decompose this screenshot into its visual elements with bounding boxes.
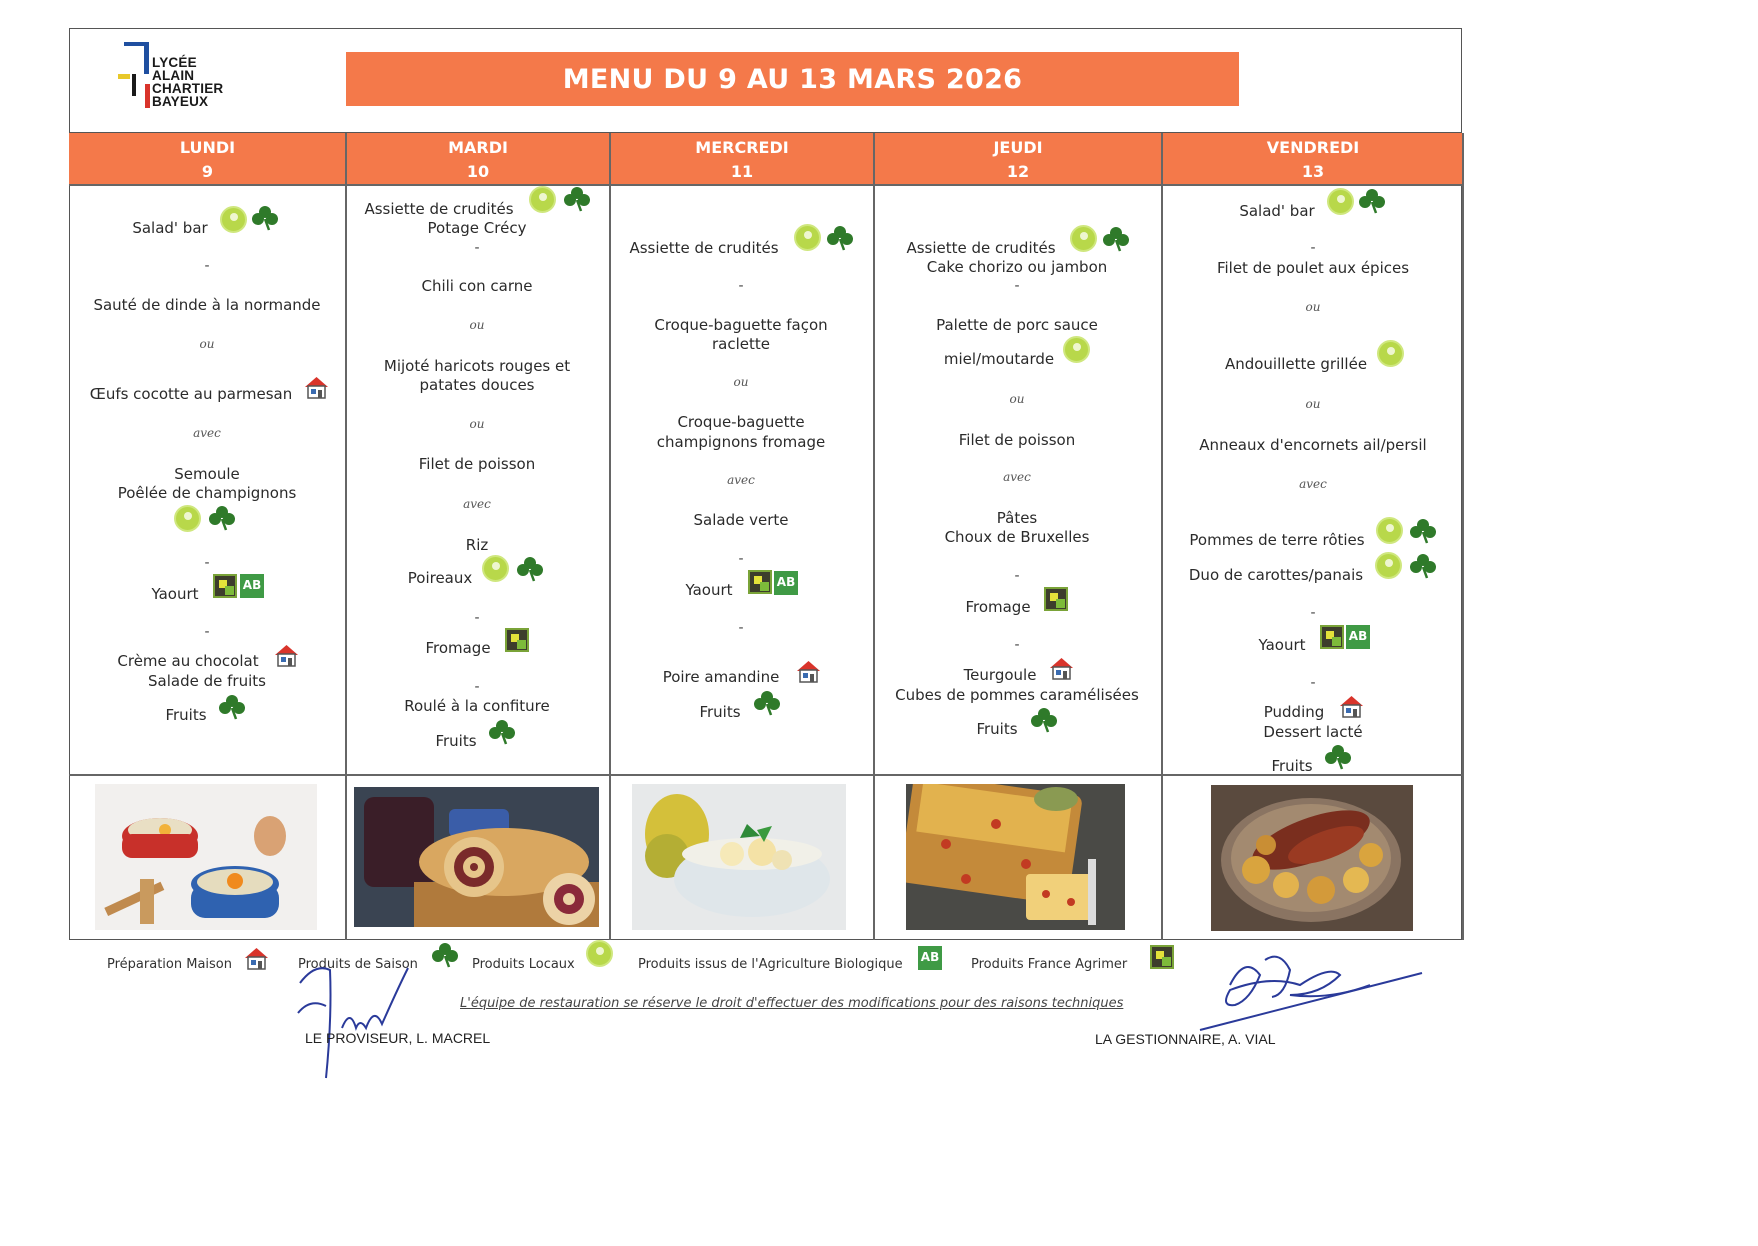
mardi-laitier: Fromage	[425, 639, 491, 657]
jeudi-laitier: Fromage	[965, 598, 1031, 616]
lundi-dessert-3: Fruits	[165, 706, 207, 724]
mercredi-plat-1a: Croque-baguette façon	[654, 316, 828, 334]
home-made-icon	[796, 660, 821, 683]
mardi-plat-2a: Mijoté haricots rouges et	[383, 357, 571, 375]
local-product-icon	[1063, 336, 1090, 363]
photo-poire-amandine	[632, 784, 846, 930]
local-product-icon	[1377, 340, 1404, 367]
signature-right-label: LA GESTIONNAIRE, A. VIAL	[1095, 1031, 1276, 1047]
vendredi-laitier: Yaourt	[1258, 636, 1306, 654]
row-divider	[69, 184, 1464, 186]
vendredi-accompagnement-2: Duo de carottes/panais	[1188, 566, 1364, 584]
separator-avec: avec	[727, 473, 755, 487]
separator-ou: ou	[469, 417, 485, 431]
vendredi-dessert-3: Fruits	[1271, 757, 1313, 775]
clover-icon	[208, 505, 236, 531]
jeudi-accompagnement-1: Pâtes	[996, 509, 1038, 527]
vendredi-plat-3: Anneaux d'encornets ail/persil	[1199, 436, 1427, 454]
signature-left-label: LE PROVISEUR, L. MACREL	[305, 1030, 491, 1046]
home-made-icon	[1049, 657, 1074, 680]
vendredi-accompagnement-1: Pommes de terre rôties	[1189, 531, 1365, 549]
lundi-dessert-2: Salade de fruits	[148, 672, 266, 690]
separator-dash: -	[204, 258, 210, 274]
legend-bio: Produits issus de l'Agriculture Biologique	[638, 957, 903, 972]
separator-avec: avec	[193, 426, 221, 440]
menu-title-banner	[346, 52, 1239, 106]
separator-dash: -	[1014, 568, 1020, 584]
separator-dash: -	[474, 610, 480, 626]
separator-ou: ou	[199, 337, 215, 351]
france-agrimer-icon	[213, 574, 237, 598]
clover-icon	[1324, 744, 1352, 770]
mercredi-plat-1b: raclette	[712, 335, 770, 353]
mardi-entree-1: Assiette de crudités	[364, 200, 514, 218]
logo-line-4: BAYEUX	[152, 94, 209, 109]
lundi-accompagnement-2: Poêlée de champignons	[117, 484, 297, 502]
clover-icon	[1409, 553, 1437, 579]
signature-proviseur	[290, 958, 420, 1083]
legend-locaux: Produits Locaux	[472, 957, 575, 972]
clover-icon	[516, 556, 544, 582]
column-divider	[1462, 133, 1464, 940]
clover-icon	[431, 942, 459, 968]
local-product-icon	[1327, 188, 1354, 215]
local-product-icon	[586, 940, 613, 967]
clover-icon	[251, 205, 279, 231]
separator-avec: avec	[463, 497, 491, 511]
separator-ou: ou	[469, 318, 485, 332]
mercredi-plat-2b: champignons fromage	[656, 433, 826, 451]
jeudi-dessert-1: Teurgoule	[963, 666, 1037, 684]
jeudi-plat-1b: miel/moutarde	[943, 350, 1055, 368]
mercredi-entree: Assiette de crudités	[629, 239, 779, 257]
separator-dash: -	[1310, 605, 1316, 621]
france-agrimer-icon	[505, 628, 529, 652]
day-header-jeudi: JEUDI 12	[993, 138, 1043, 181]
separator-dash: -	[738, 620, 744, 636]
france-agrimer-icon	[748, 570, 772, 594]
home-made-icon	[304, 376, 329, 399]
column-divider	[609, 133, 611, 940]
clover-icon	[1102, 226, 1130, 252]
photo-roule-confiture	[354, 787, 599, 927]
separator-dash: -	[204, 555, 210, 571]
day-header-mercredi: MERCREDI 11	[695, 138, 789, 181]
local-product-icon	[529, 186, 556, 213]
disclaimer-notice: L'équipe de restauration se réserve le droit d'effectuer des modifications pour des raisons techniques	[460, 996, 1124, 1011]
organic-ab-icon: AB	[918, 946, 942, 970]
column-divider	[345, 133, 347, 940]
mercredi-laitier: Yaourt	[685, 581, 733, 599]
organic-ab-icon: AB	[240, 574, 264, 598]
separator-ou: ou	[1305, 397, 1321, 411]
separator-ou: ou	[1305, 300, 1321, 314]
vendredi-dessert-1: Pudding	[1263, 703, 1325, 721]
legend-agrimer: Produits France Agrimer	[971, 957, 1128, 972]
row-divider	[69, 774, 1464, 776]
local-product-icon	[794, 224, 821, 251]
school-logo	[118, 40, 248, 112]
photo-andouillette-pommes	[1211, 785, 1413, 931]
organic-ab-icon: AB	[774, 571, 798, 595]
clover-icon	[1030, 707, 1058, 733]
jeudi-entree-1: Assiette de crudités	[906, 239, 1056, 257]
vendredi-dessert-2: Dessert lacté	[1263, 723, 1363, 741]
mardi-entree-2: Potage Crécy	[427, 219, 527, 237]
day-header-mardi: MARDI 10	[448, 138, 508, 181]
lundi-plat-2: Œufs cocotte au parmesan	[89, 385, 293, 403]
france-agrimer-icon	[1150, 945, 1174, 969]
clover-icon	[563, 186, 591, 212]
france-agrimer-icon	[1320, 625, 1344, 649]
separator-ou: ou	[733, 375, 749, 389]
column-divider	[873, 133, 875, 940]
lundi-dessert-1: Crème au chocolat	[117, 652, 259, 670]
clover-icon	[753, 690, 781, 716]
mardi-plat-3: Filet de poisson	[418, 455, 536, 473]
separator-dash: -	[474, 679, 480, 695]
local-product-icon	[1070, 225, 1097, 252]
separator-dash: -	[1310, 675, 1316, 691]
separator-avec: avec	[1299, 477, 1327, 491]
local-product-icon	[174, 505, 201, 532]
mercredi-dessert-2: Fruits	[699, 703, 741, 721]
column-divider	[1161, 133, 1163, 940]
signature-gestionnaire	[1190, 945, 1430, 1035]
organic-ab-icon: AB	[1346, 625, 1370, 649]
france-agrimer-icon	[1044, 587, 1068, 611]
vendredi-entree: Salad' bar	[1239, 202, 1315, 220]
logo-line-2: ALAIN	[152, 68, 195, 83]
separator-dash: -	[204, 624, 210, 640]
separator-dash: -	[738, 551, 744, 567]
separator-dash: -	[1310, 240, 1316, 256]
jeudi-accompagnement-2: Choux de Bruxelles	[944, 528, 1090, 546]
vendredi-plat-1: Filet de poulet aux épices	[1216, 259, 1410, 277]
local-product-icon	[1375, 552, 1402, 579]
mardi-dessert-1: Roulé à la confiture	[404, 697, 550, 715]
home-made-icon	[244, 947, 269, 970]
home-made-icon	[1339, 695, 1364, 718]
mardi-dessert-2: Fruits	[435, 732, 477, 750]
clover-icon	[488, 719, 516, 745]
clover-icon	[1358, 188, 1386, 214]
clover-icon	[1409, 518, 1437, 544]
logo-line-1: LYCÉE	[152, 55, 197, 70]
clover-icon	[218, 694, 246, 720]
separator-dash: -	[1014, 637, 1020, 653]
lundi-plat-1: Sauté de dinde à la normande	[93, 296, 321, 314]
local-product-icon	[220, 206, 247, 233]
jeudi-entree-2: Cake chorizo ou jambon	[926, 258, 1108, 276]
home-made-icon	[274, 644, 299, 667]
mardi-plat-1: Chili con carne	[421, 277, 533, 295]
mercredi-dessert-1: Poire amandine	[662, 668, 780, 686]
jeudi-plat-2: Filet de poisson	[958, 431, 1076, 449]
separator-dash: -	[474, 240, 480, 256]
mardi-accompagnement-1: Riz	[465, 536, 489, 554]
legend-maison: Préparation Maison	[107, 957, 232, 972]
mardi-accompagnement-2: Poireaux	[407, 569, 473, 587]
local-product-icon	[1376, 517, 1403, 544]
day-header-vendredi: VENDREDI 13	[1266, 138, 1360, 181]
mercredi-plat-2a: Croque-baguette	[677, 413, 805, 431]
legend-saison: Produits de Saison	[298, 957, 418, 972]
lundi-accompagnement-1: Semoule	[174, 465, 240, 483]
separator-ou: ou	[1009, 392, 1025, 406]
jeudi-dessert-3: Fruits	[976, 720, 1018, 738]
vendredi-plat-2: Andouillette grillée	[1224, 355, 1368, 373]
photo-cake-chorizo	[906, 784, 1125, 930]
mardi-plat-2b: patates douces	[419, 376, 535, 394]
separator-dash: -	[738, 278, 744, 294]
lundi-entree: Salad' bar	[132, 219, 208, 237]
local-product-icon	[482, 555, 509, 582]
day-header-lundi: LUNDI 9	[179, 138, 236, 181]
days-header	[69, 133, 1464, 185]
menu-title: MENU DU 9 AU 13 MARS 2026	[562, 63, 1023, 95]
lundi-laitier: Yaourt	[151, 585, 199, 603]
logo-line-3: CHARTIER	[152, 81, 224, 96]
separator-avec: avec	[1003, 470, 1031, 484]
photo-oeufs-cocotte	[95, 784, 317, 930]
jeudi-dessert-2: Cubes de pommes caramélisées	[895, 686, 1139, 704]
separator-dash: -	[1014, 278, 1020, 294]
jeudi-plat-1a: Palette de porc sauce	[936, 316, 1098, 334]
mercredi-accompagnement: Salade verte	[693, 511, 789, 529]
clover-icon	[826, 225, 854, 251]
